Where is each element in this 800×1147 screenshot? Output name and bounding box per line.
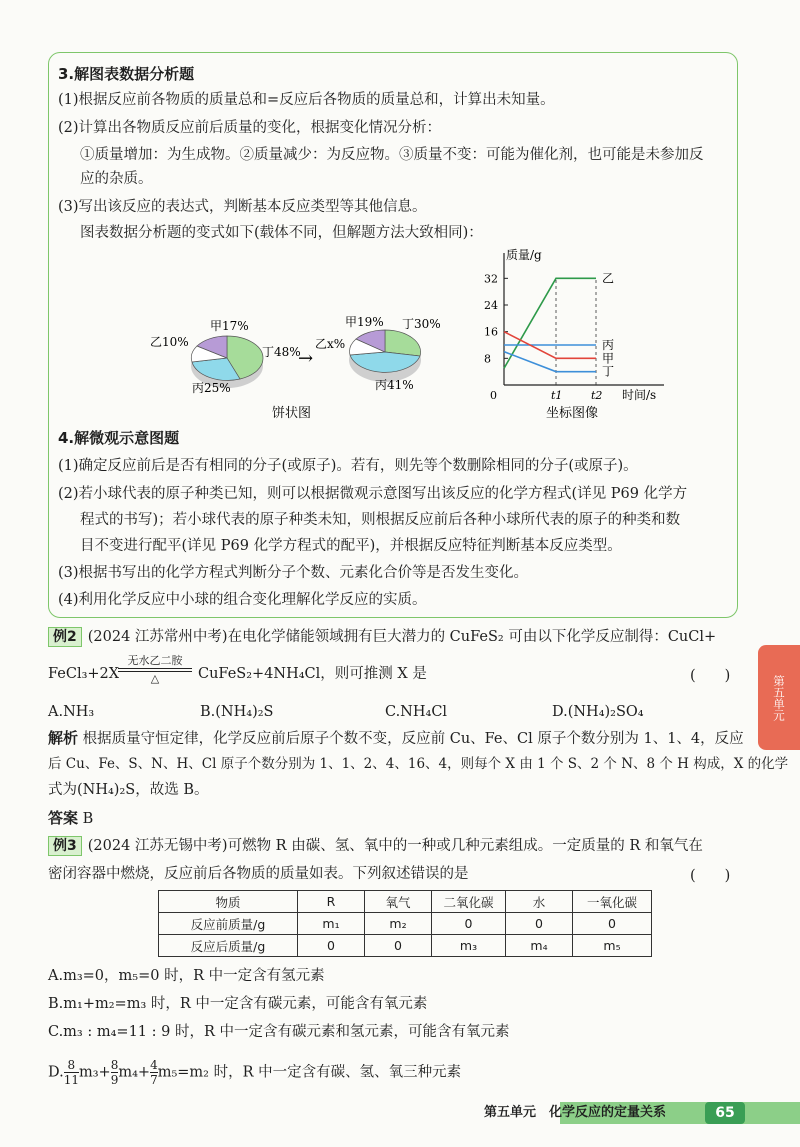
fraction-3-den: 7 — [150, 1073, 158, 1087]
table-cell: m₅ — [573, 935, 652, 957]
pie-right-label-ding: 丁30% — [402, 317, 441, 331]
footer-title: 第五单元 化学反应的定量关系 — [484, 1105, 667, 1120]
section3-p5: 图表数据分析题的变式如下(载体不同，但解题方法大致相同)： — [80, 225, 483, 241]
ex2-tag: 例2 — [48, 627, 82, 647]
chart-title: 坐标图像 — [546, 406, 599, 421]
table-header: 物质 — [159, 891, 298, 913]
table-row — [159, 935, 652, 957]
section3-p3a: ①质量增加：为生成物。②质量减少：为反应物。③质量不变：可能为催化剂，也可能是未参加反 — [80, 147, 704, 163]
page-number: 65 — [705, 1102, 745, 1124]
fraction-3 — [150, 1058, 158, 1087]
ex3-option-d-term2: m₄+ — [118, 1064, 151, 1081]
table-cell: m₂ — [365, 913, 432, 935]
section4-title: 4.解微观示意图题 — [58, 429, 180, 447]
series-label: 丁 — [602, 364, 615, 379]
table-header: 氧气 — [365, 891, 432, 913]
y-tick-label: 24 — [484, 299, 498, 312]
fraction-1-den: 11 — [63, 1073, 79, 1087]
section4-p2b: 程式的书写)；若小球代表的原子种类未知，则根据反应前后各种小球所代表的原子的种类和数 — [80, 512, 681, 528]
ex2-option-a: A.NH₃ — [48, 704, 95, 720]
section4-p4: (4)利用化学反应中小球的组合变化理解化学反应的实质。 — [58, 592, 427, 608]
table-cell: 0 — [298, 935, 365, 957]
ex3-tag: 例3 — [48, 836, 82, 856]
x-tick-label: t2 — [591, 389, 603, 402]
ex3-question: (2024 江苏无锡中考)可燃物 R 由碳、氢、氧中的一种或几种元素组成。一定质量的 R 和氧气在 — [87, 838, 703, 854]
pie-caption: 饼状图 — [272, 406, 312, 421]
series-label: 乙 — [602, 271, 615, 286]
table-cell: m₃ — [432, 935, 506, 957]
table-header: R — [298, 891, 365, 913]
line-chart — [470, 245, 670, 425]
y-tick-label: 16 — [484, 325, 498, 339]
table-cell: 0 — [365, 935, 432, 957]
ex2-answer-value: B — [82, 811, 94, 827]
x-axis-label: 时间/s — [622, 388, 657, 402]
ex2-answer-label: 答案 — [48, 809, 79, 827]
ex2-analysis-text2: 后 Cu、Fe、S、N、H、Cl 原子个数分别为 1、1、2、4、16、4，则每个 X 由 1 个 S、2 个 N、8 个 H 构成，X 的化学 — [48, 756, 789, 772]
pie-right-label-yi: 乙x% — [315, 337, 346, 351]
section4-p3: (3)根据书写出的化学方程式判断分子个数、元素化合价等是否发生变化。 — [58, 565, 529, 581]
table-header-row — [159, 891, 652, 913]
ex3-option-a: A.m₃=0，m₅=0 时，R 中一定含有氢元素 — [48, 968, 325, 984]
ex3-option-d-prefix: D. — [48, 1064, 64, 1081]
ex3-line1 — [48, 836, 703, 856]
y-tick-label: 8 — [484, 352, 491, 366]
ex2-eq-top: 无水乙二胺 — [127, 654, 183, 667]
pie-right-label-jia: 甲19% — [345, 315, 384, 329]
table-cell: 0 — [506, 913, 573, 935]
ex3-option-b: B.m₁+m₂=m₃ 时，R 中一定含有碳元素，可能含有氧元素 — [48, 996, 428, 1012]
y-axis-label: 质量/g — [506, 248, 542, 262]
table-cell: 反应前质量/g — [159, 913, 298, 935]
table-header: 一氧化碳 — [573, 891, 652, 913]
pie-arrow: → — [298, 348, 314, 369]
ex2-eq-left: FeCl₃+2X — [48, 666, 120, 682]
ex3-option-d-term1: m₃+ — [79, 1064, 111, 1081]
table-header: 二氧化碳 — [432, 891, 506, 913]
ex2-eq-line1 — [118, 668, 192, 669]
section4-p2c: 目不变进行配平(详见 P69 化学方程式的配平)，并根据反应特征判断基本反应类型。 — [80, 538, 622, 554]
fraction-1-num: 8 — [64, 1058, 79, 1073]
ex3-answer-paren: ( ) — [690, 868, 731, 884]
ex3-option-d-term3: m₅=m₂ 时，R 中一定含有碳、氢、氧三种元素 — [157, 1064, 462, 1081]
section3-p3b: 应的杂质。 — [80, 171, 153, 187]
origin-label: 0 — [490, 389, 497, 402]
section3-p1: (1)根据反应前各物质的质量总和=反应后各物质的质量总和，计算出未知量。 — [58, 92, 555, 108]
pie-right-ding — [385, 330, 421, 356]
ex2-analysis-label: 解析 — [48, 729, 79, 747]
ex2-question: (2024 江苏常州中考)在电化学储能领域拥有巨大潜力的 CuFeS₂ 可由以下化学反应制得：CuCl+ — [87, 629, 717, 645]
series-label: 甲 — [602, 351, 615, 366]
unit-side-tab: 第五单元 — [758, 645, 800, 750]
table-cell: 0 — [573, 913, 652, 935]
ex2-analysis-line1 — [48, 728, 744, 749]
table-cell: 反应后质量/g — [159, 935, 298, 957]
ex2-analysis-text1: 根据质量守恒定律，化学反应前后原子个数不变，反应前 Cu、Fe、Cl 原子个数分别为 1、1、4，反应 — [82, 731, 744, 747]
ex2-option-b: B.(NH₄)₂S — [200, 704, 274, 720]
table-cell: m₁ — [298, 913, 365, 935]
ex3-option-d — [48, 1058, 461, 1087]
pie-figure — [140, 300, 460, 425]
section3-p2: (2)计算出各物质反应前后质量的变化，根据变化情况分析： — [58, 120, 442, 136]
ex2-eq-right: CuFeS₂+4NH₄Cl，则可推测 X 是 — [198, 666, 427, 682]
ex3-option-c: C.m₃ : m₄=11 : 9 时，R 中一定含有碳元素和氢元素，可能含有氧元素 — [48, 1024, 510, 1040]
table-cell: m₄ — [506, 935, 573, 957]
x-tick-label: t1 — [551, 389, 563, 402]
section4-p1: (1)确定反应前后是否有相同的分子(或原子)。若有，则先等个数删除相同的分子(或原子)。 — [58, 458, 638, 474]
ex2-answer-paren: ( ) — [690, 668, 731, 684]
fraction-2-num: 8 — [110, 1058, 119, 1072]
fraction-3-num: 4 — [150, 1058, 158, 1072]
ex3-line2: 密闭容器中燃烧，反应前后各物质的质量如表。下列叙述错误的是 — [48, 866, 469, 882]
ex2-option-c: C.NH₄Cl — [385, 704, 448, 720]
section4-p2a: (2)若小球代表的原子种类已知，则可以根据微观示意图写出该反应的化学方程式(详见 P69 化学方 — [58, 486, 688, 502]
series-label: 丙 — [602, 338, 615, 352]
table-cell: 0 — [432, 913, 506, 935]
pie-right — [349, 330, 421, 382]
pie-left-label-yi: 乙10% — [150, 335, 189, 349]
ex2-eq-bottom: △ — [150, 672, 160, 685]
ex3-table — [158, 890, 652, 957]
pie-left-label-bing: 丙25% — [192, 381, 231, 395]
pie-left-label-jia: 甲17% — [210, 319, 249, 333]
fraction-1 — [64, 1058, 79, 1087]
y-tick-label: 32 — [484, 272, 498, 286]
section3-p4: (3)写出该反应的表达式，判断基本反应类型等其他信息。 — [58, 199, 427, 215]
table-row — [159, 913, 652, 935]
ex2-analysis-text3: 式为(NH₄)₂S，故选 B。 — [48, 782, 209, 798]
pie-right-label-bing: 丙41% — [375, 378, 414, 392]
fraction-2-den: 9 — [110, 1073, 119, 1087]
table-header: 水 — [506, 891, 573, 913]
ex2-option-d: D.(NH₄)₂SO₄ — [552, 704, 644, 720]
ex2-line1 — [48, 627, 716, 647]
ex2-answer — [48, 808, 93, 829]
section3-title: 3.解图表数据分析题 — [58, 65, 195, 83]
pie-left-label-ding: 丁48% — [262, 345, 301, 359]
